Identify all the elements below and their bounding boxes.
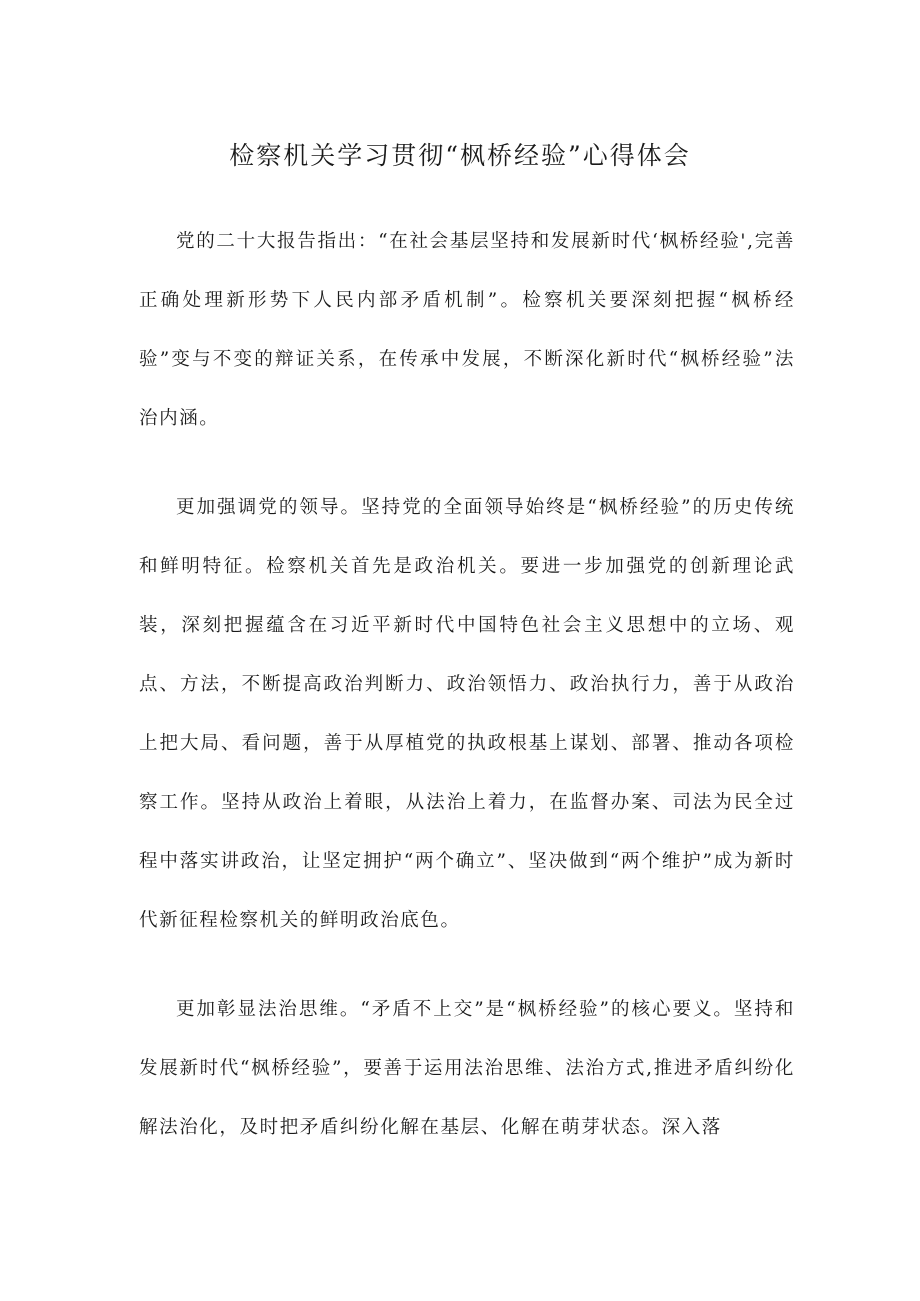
paragraph-2: 更加强调党的领导。坚持党的全面领导始终是“枫桥经验”的历史传统和鲜明特征。检察机关首先是政治机关。要进一步加强党的创新理论武装，深刻把握蕴含在习近平新时代中国特色社会主义思想中的立场、观点、方法，不断提高政治判断力、政治领悟力、政治执行力，善于从政治上把大局、看问题，善于从厚植党的执政根基上谋划、部署、推动各项检察工作。坚持从政治上着眼，从法治上着力，在监督办案、司法为民全过程中落实讲政治，让坚定拥护“两个确立”、坚决做到“两个维护”成为新时代新征程检察机关的鲜明政治底色。 — [139, 497, 795, 931]
paragraph-1: 党的二十大报告指出：“在社会基层坚持和发展新时代‘枫桥经验',完善正确处理新形势下人民内部矛盾机制”。检察机关要深刻把握“枫桥经验”变与不变的辩证关系，在传承中发展，不断深化新时代“枫桥经验”法治内涵。 — [139, 231, 795, 429]
document-title: 检察机关学习贯彻“枫桥经验”心得体会 — [229, 141, 691, 170]
paragraph-3: 更加彰显法治思维。“矛盾不上交”是“枫桥经验”的核心要义。坚持和发展新时代“枫桥经验”，要善于运用法治思维、法治方式,推进矛盾纠纷化解法治化，及时把矛盾纠纷化解在基层、化解在萌芽状态。深入落 — [139, 999, 795, 1138]
document-body — [139, 212, 795, 1187]
